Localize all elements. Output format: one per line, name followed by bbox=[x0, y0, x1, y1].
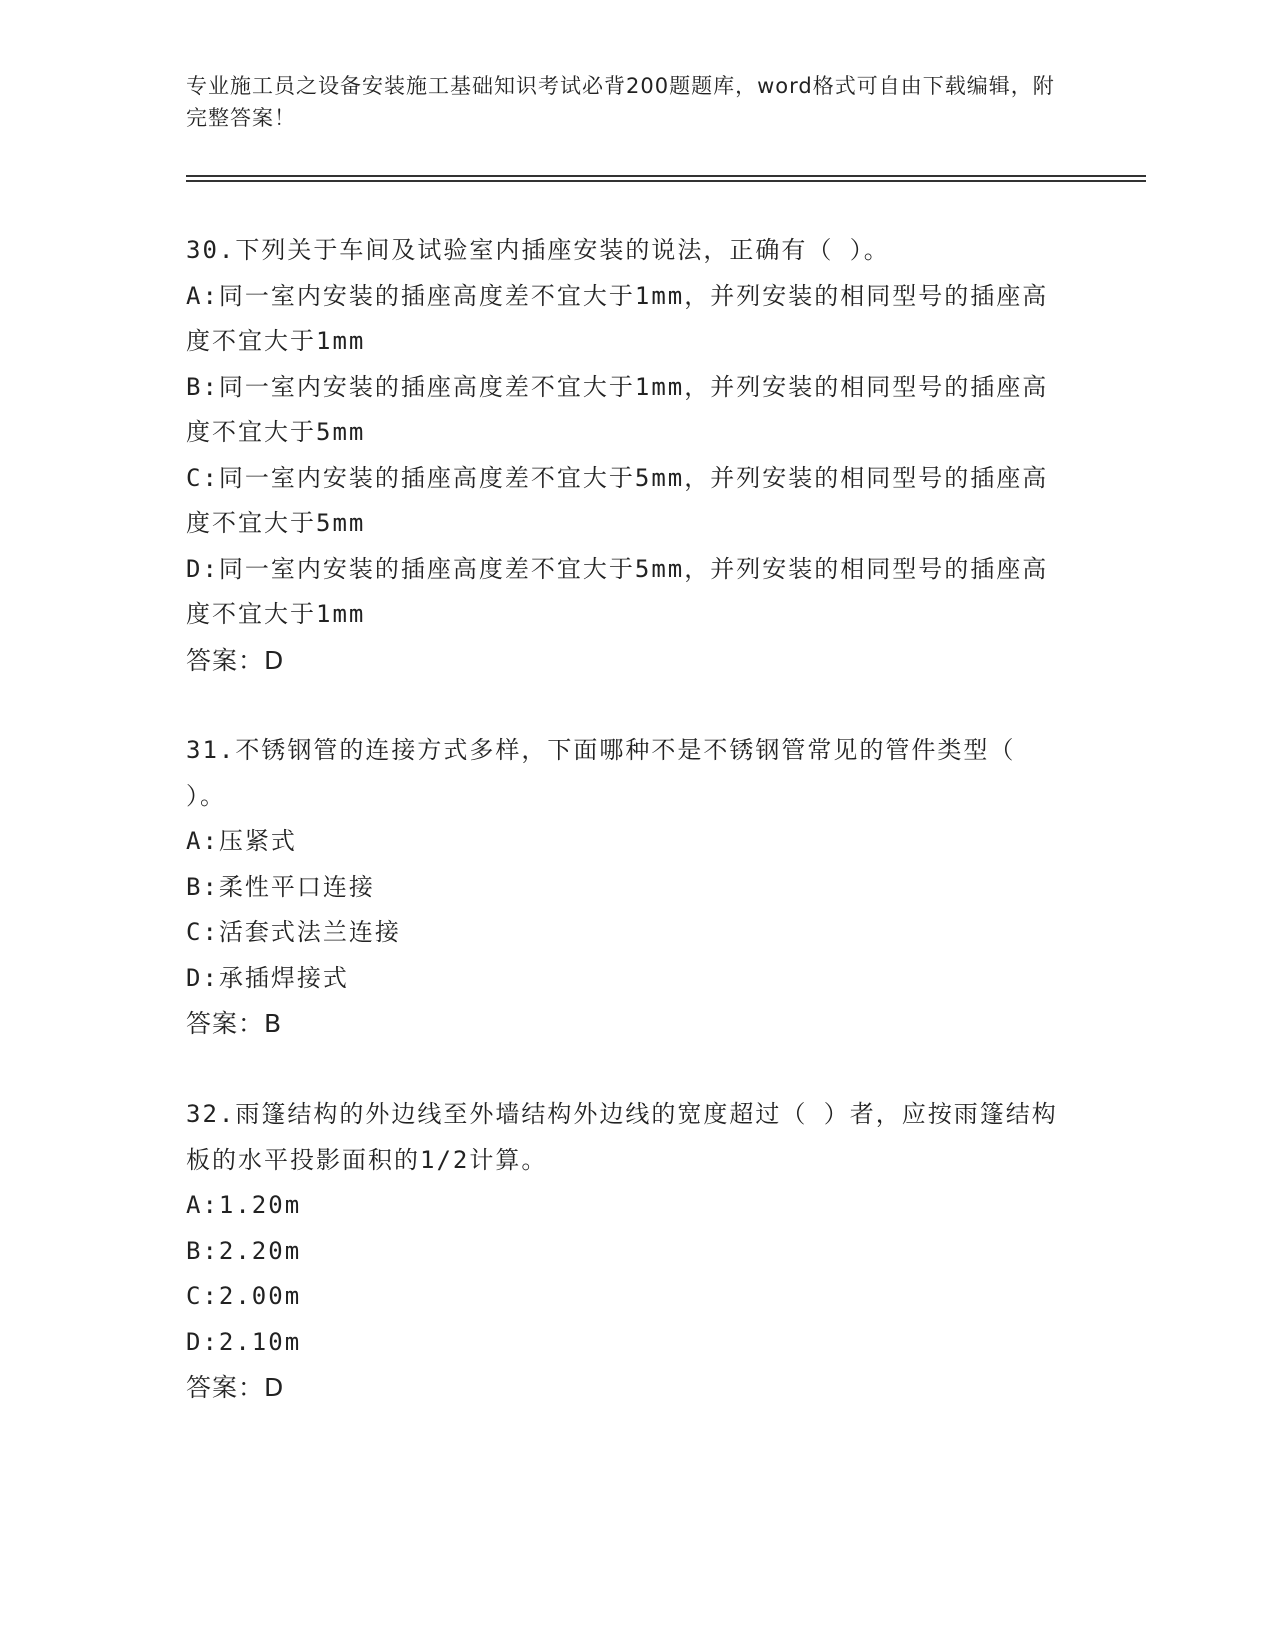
answer-label: 答案：D bbox=[186, 1373, 285, 1402]
option-b: B:柔性平口连接 bbox=[186, 872, 375, 901]
header-divider-top bbox=[186, 175, 1146, 177]
header-divider-bottom bbox=[186, 180, 1146, 182]
option-b: B:同一室内安装的插座高度差不宜大于1mm，并列安装的相同型号的插座高度不宜大于5mm bbox=[186, 372, 1049, 446]
question-stem: 31.不锈钢管的连接方式多样，下面哪种不是不锈钢管常见的管件类型（ ）。 bbox=[186, 736, 1016, 810]
answer-label: 答案：D bbox=[186, 645, 285, 675]
option-c: C:同一室内安装的插座高度差不宜大于5mm，并列安装的相同型号的插座高度不宜大于5mm bbox=[186, 463, 1049, 537]
document-header: 专业施工员之设备安装施工基础知识考试必背200题题库，word格式可自由下载编辑，附完整答案！ bbox=[186, 74, 1055, 130]
option-a: A:同一室内安装的插座高度差不宜大于1mm，并列安装的相同型号的插座高度不宜大于1mm bbox=[186, 281, 1049, 355]
question-30 bbox=[186, 228, 1066, 683]
option-d: D:同一室内安装的插座高度差不宜大于5mm，并列安装的相同型号的插座高度不宜大于1mm bbox=[186, 554, 1049, 628]
option-a: A:1.20m bbox=[186, 1191, 302, 1219]
answer-label: 答案：B bbox=[186, 1009, 283, 1038]
option-d: D:承插焊接式 bbox=[186, 963, 349, 992]
option-c: C:活套式法兰连接 bbox=[186, 918, 401, 946]
option-b: B:2.20m bbox=[186, 1236, 302, 1265]
question-31 bbox=[186, 728, 1066, 1047]
question-stem: 30.下列关于车间及试验室内插座安装的说法，正确有（ ）。 bbox=[186, 236, 890, 264]
option-c: C:2.00m bbox=[186, 1282, 302, 1310]
question-32 bbox=[186, 1092, 1066, 1411]
option-a: A:压紧式 bbox=[186, 827, 297, 855]
question-stem: 32.雨篷结构的外边线至外墙结构外边线的宽度超过（ ）者，应按雨篷结构板的水平投影面积的1/2计算。 bbox=[186, 1100, 1058, 1174]
option-d: D:2.10m bbox=[186, 1327, 302, 1356]
